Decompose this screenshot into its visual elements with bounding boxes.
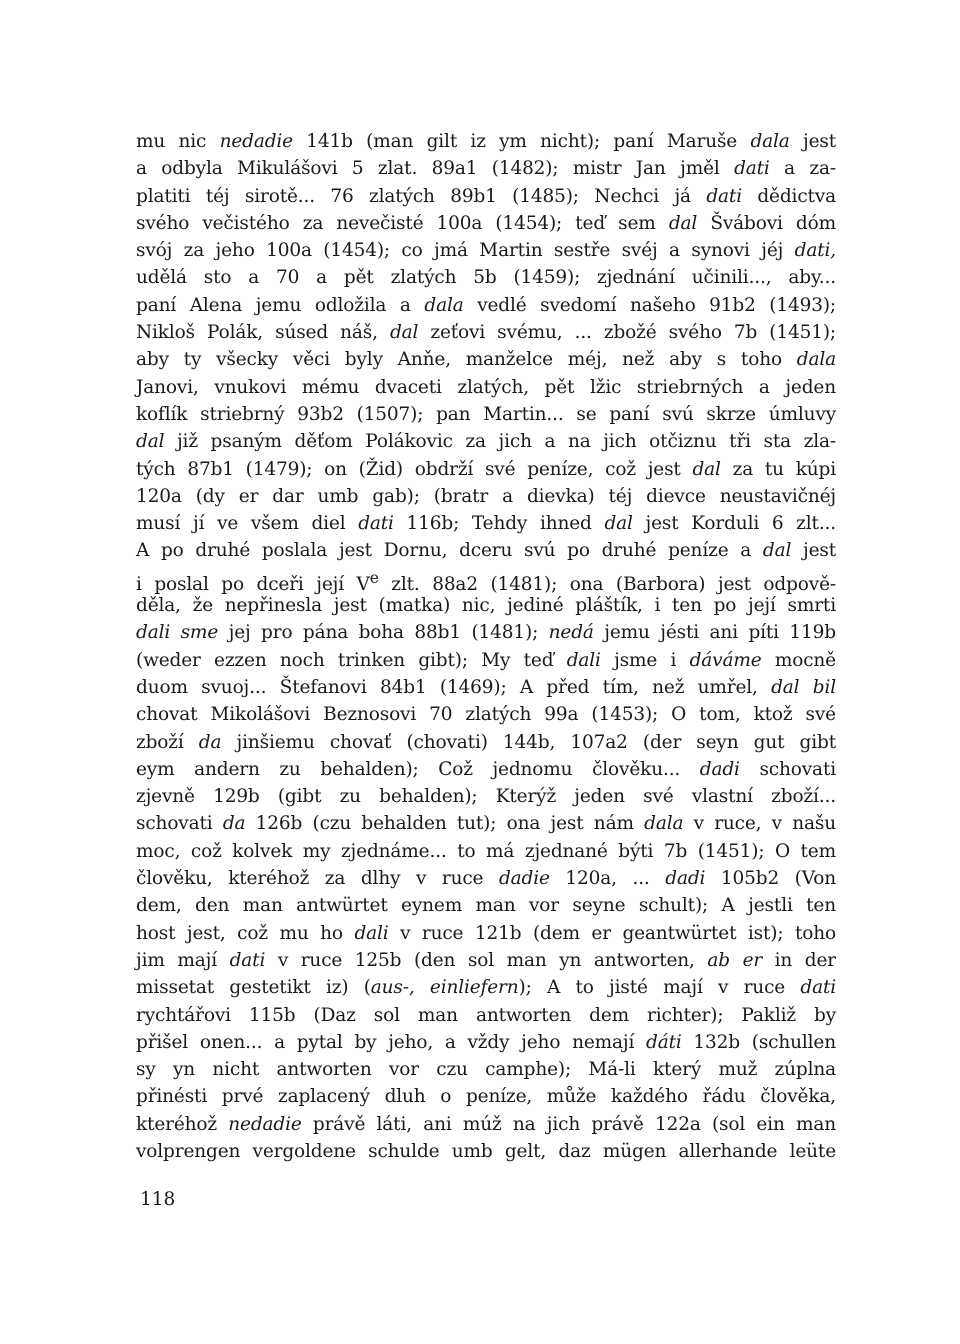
text-line: zboží da jinšiemu chovať (chovati) 144b, 107a2 (der seyn gut gibt	[136, 731, 836, 753]
body-text	[136, 128, 836, 1165]
text-line: děla, že nepřinesla jest (matka) nic, jediné pláštík, i ten po její smrti	[136, 595, 836, 617]
text-line: musí jí ve všem diel dati 116b; Tehdy ihned dal jest Korduli 6 zlt...	[136, 513, 837, 535]
text-line: mu nic nedadie 141b (man gilt iz ym nicht); paní Maruše dala jest	[136, 131, 836, 152]
text-line: udělá sto a 70 a pět zlatých 5b (1459); zjednání učinili..., aby...	[136, 267, 836, 289]
text-line: platiti téj sirotě... 76 zlatých 89b1 (1485); Nechci já dati dědictva	[136, 185, 836, 207]
text-line: koflík striebrný 93b2 (1507); pan Martin... se paní svú skrze úmluvy	[136, 403, 836, 425]
text-line: dal již psaným děťom Polákovic za jich a na jich otčiznu tři sta zla-	[136, 431, 836, 453]
text-line: a odbyla Mikulášovi 5 zlat. 89a1 (1482); mistr Jan jměl dati a za-	[136, 158, 836, 180]
text-line: duom svuoj... Štefanovi 84b1 (1469); A před tím, než umřel, dal bil	[136, 676, 837, 698]
text-line: jim mají dati v ruce 125b (den sol man yn antworten, ab er in der	[136, 949, 836, 971]
text-line: eym andern zu behalden); Což jednomu člověku... dadi schovati	[136, 758, 836, 780]
page-number: 118	[140, 1189, 176, 1210]
text-line: (weder ezzen noch trinken gibt); My teď dali jsme i dáváme mocně	[136, 649, 836, 671]
text-line: svého večistého za nevečisté 100a (1454); teď sem dal Švábovi dóm	[136, 212, 836, 234]
text-line: volprengen vergoldene schulde umb gelt, daz mügen allerhande leüte	[136, 1140, 836, 1162]
text-line: moc, což kolvek my zjednáme... to má zjednané býti 7b (1451); O tem	[136, 840, 836, 862]
text-line: sy yn nicht antworten vor czu camphe); Má-li který muž zúplna	[136, 1059, 836, 1081]
text-line: rychtářovi 115b (Daz sol man antworten dem richter); Pakliž by	[136, 1004, 836, 1026]
text-line: kteréhož nedadie právě láti, ani múž na jich právě 122a (sol ein man	[136, 1113, 837, 1135]
text-line: A po druhé poslala jest Dornu, dceru svú po druhé peníze a dal jest	[136, 540, 837, 562]
text-line: dem, den man antwürtet eynem man vor seyne schult); A jestli ten	[136, 895, 836, 917]
text-line: zjevně 129b (gibt zu behalden); Kterýž jeden své vlastní zboží...	[136, 786, 836, 808]
text-line: přinésti prvé zaplacený dluh o peníze, může každého řádu člověka,	[136, 1086, 836, 1108]
text-line: 120a (dy er dar umb gab); (bratr a dievka) téj dievce neustavičnéj	[136, 485, 836, 507]
text-line: Nikloš Polák, súsed náš, dal zeťovi svému, ... zbožé svého 7b (1451);	[136, 322, 836, 344]
text-line: host jest, což mu ho dali v ruce 121b (dem er geantwürtet ist); toho	[136, 922, 836, 944]
text-line: schovati da 126b (czu behalden tut); ona jest nám dala v ruce, v našu	[136, 813, 836, 835]
text-line: aby ty všecky věci byly Anňe, manželce méj, než aby s toho dala	[136, 349, 836, 371]
text-line: paní Alena jemu odložila a dala vedlé svedomí našeho 91b2 (1493);	[136, 294, 836, 316]
text-line: člověku, kteréhož za dlhy v ruce dadie 120a, ... dadi 105b2 (Von	[136, 868, 836, 890]
text-line: přišel onen... a pytal by jeho, a vždy jeho nemají dáti 132b (schullen	[136, 1031, 836, 1053]
text-line: Janovi, vnukovi mému dvaceti zlatých, pět lžic striebrných a jeden	[136, 376, 836, 398]
text-line: svój za jeho 100a (1454); co jmá Martin sestře svéj a synovi jéj dati,	[136, 240, 836, 262]
text-line: i poslal po dceři její Ve zlt. 88a2 (1481); ona (Barbora) jest odpově-	[136, 568, 836, 595]
text-line: dali sme jej pro pána boha 88b1 (1481); nedá jemu jésti ani píti 119b	[136, 622, 836, 644]
text-line: missetat gestetikt iz) (aus-, einliefern); A to jisté mají v ruce dati	[136, 977, 836, 999]
text-line: chovat Mikolášovi Beznosovi 70 zlatých 99a (1453); O tom, ktož své	[136, 704, 836, 726]
text-line: tých 87b1 (1479); on (Žid) obdrží své peníze, což jest dal za tu kúpi	[136, 458, 836, 480]
